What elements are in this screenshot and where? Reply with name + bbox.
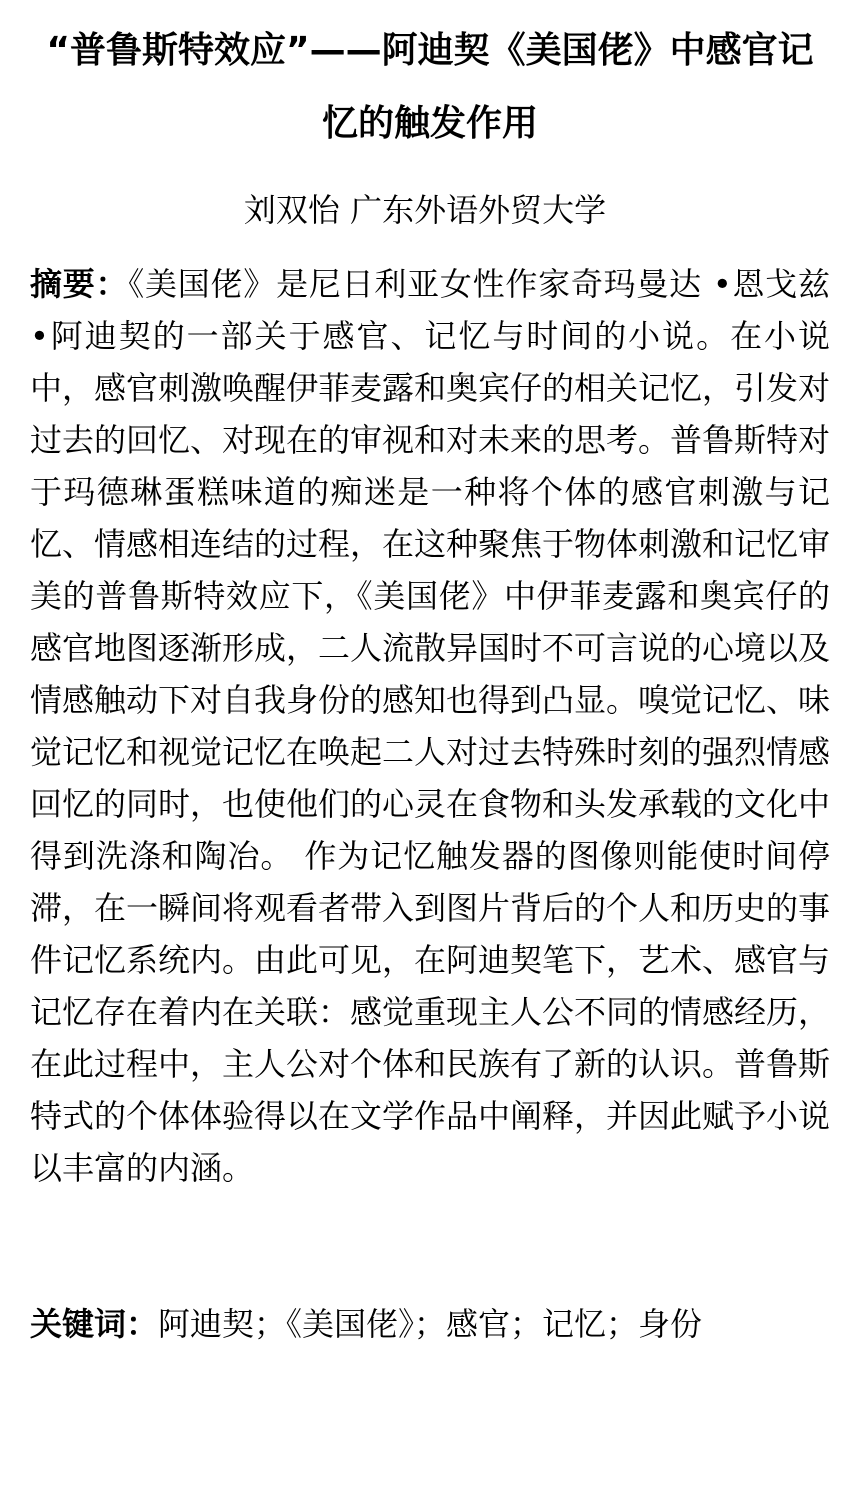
abstract-label: 摘要：	[30, 265, 129, 303]
author-affiliation: 刘双怡 广东外语外贸大学	[243, 191, 607, 229]
keywords-label: 关键词：	[30, 1305, 159, 1343]
paper-title: “普鲁斯特效应”——阿迪契《美国佬》中感官记忆的触发作用	[46, 30, 814, 144]
abstract	[30, 258, 830, 1194]
keywords-text: 阿迪契；《美国佬》；感官；记忆；身份	[158, 1305, 703, 1343]
abstract-text: 《美国佬》是尼日利亚女性作家奇玛曼达 •恩戈兹 •阿迪契的一部关于感官、记忆与时间的小说。在小说中，感官刺激唤醒伊菲麦露和奥宾仔的相关记忆，引发对过去的回忆、对现在的审视和对未来的思考。普鲁斯特对于玛德琳蛋糕味道的痴迷是一种将个体的感官刺激与记忆、情感相连结的过程，在这种聚焦于物体刺激和记忆审美的普鲁斯特效应下，《美国佬》中伊菲麦露和奥宾仔的感官地图逐渐形成，二人流散异国时不可言说的心境以及情感触动下对自我身份的感知也得到凸显。嗅觉记忆、味觉记忆和视觉记忆在唤起二人对过去特殊时刻的强烈情感回忆的同时，也使他们的心灵在食物和头发承载的文化中得到洗涤和陶冶。 作为记忆触发器的图像则能使时间停滞，在一瞬间将观看者带入到图片背后的个人和历史的事件记忆系统内。由此可见，在阿迪契笔下，艺术、感官与记忆存在着内在关联：感觉重现主人公不同的情感经历，在此过程中，主人公对个体和民族有了新的认识。普鲁斯特式的个体体验得以在文学作品中阐释，并因此赋予小说以丰富的内涵。	[30, 265, 830, 1187]
keywords	[30, 1298, 830, 1350]
